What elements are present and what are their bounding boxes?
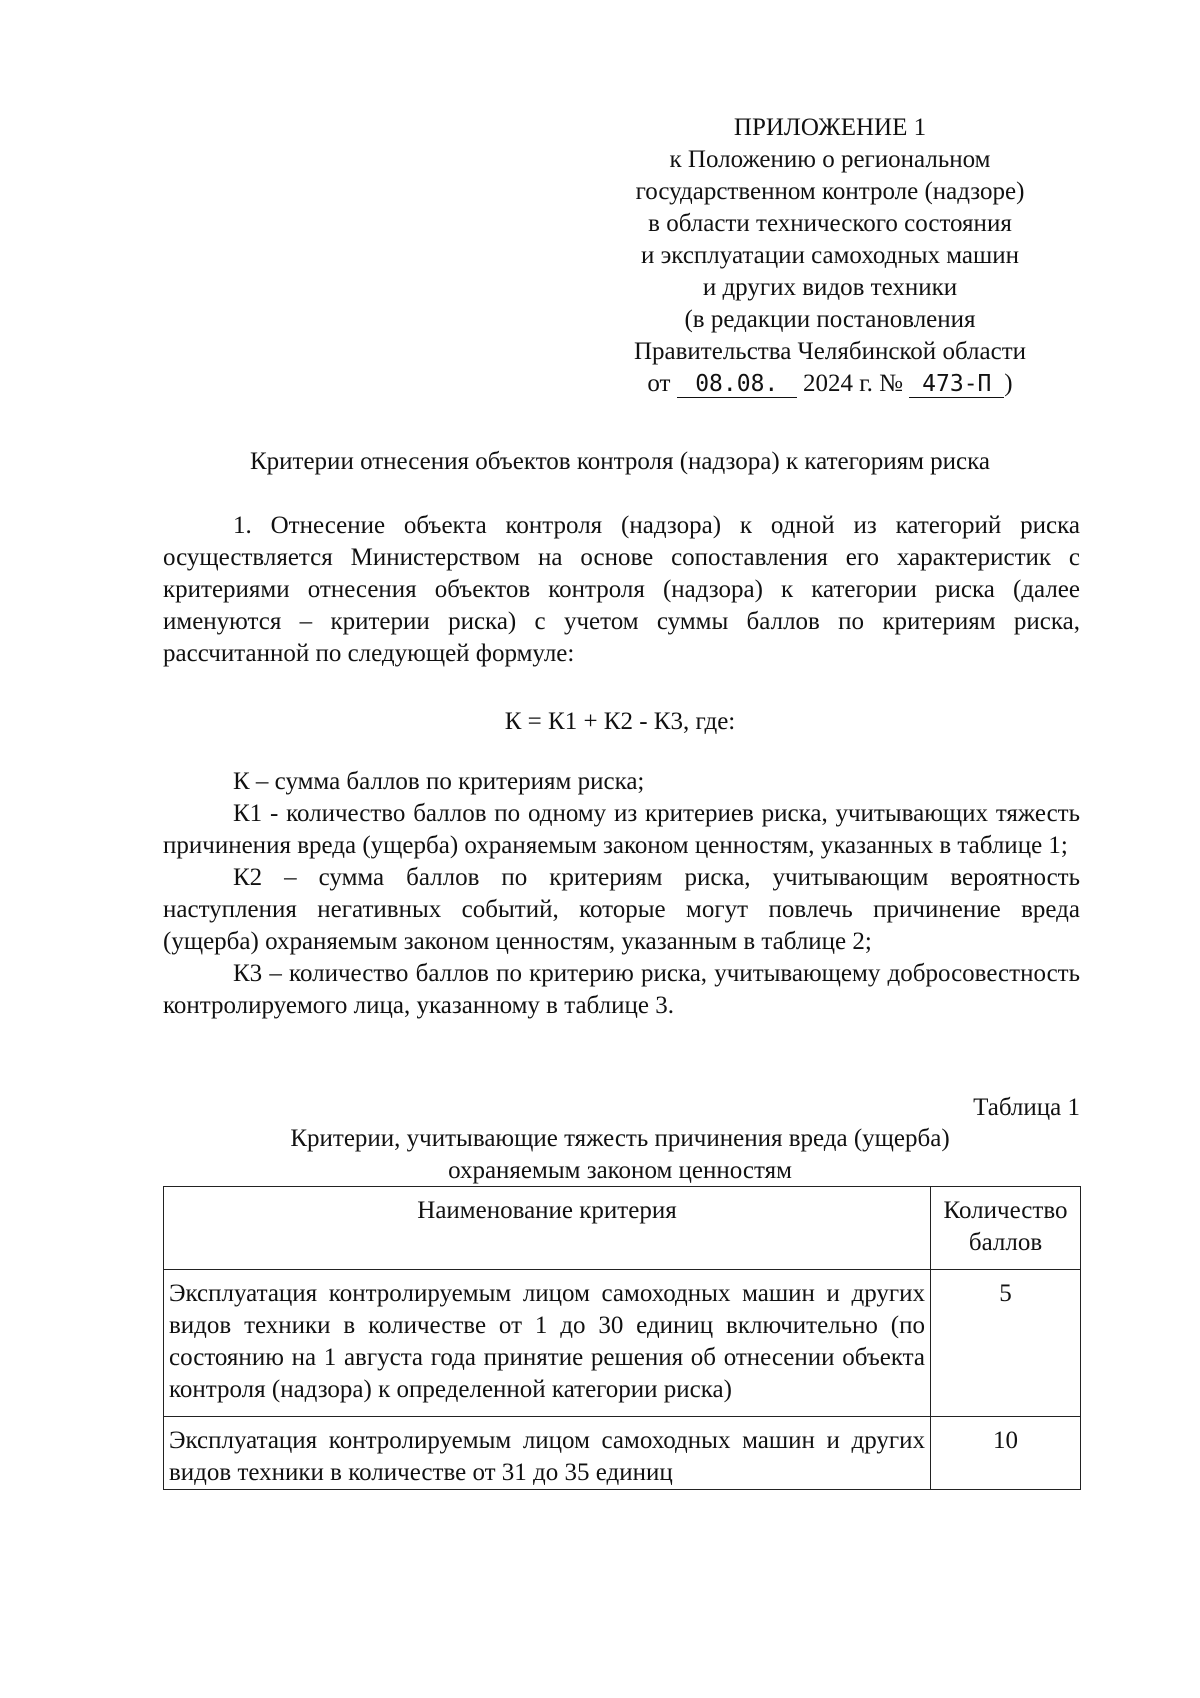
- header-line: Правительства Челябинской области: [633, 338, 1027, 365]
- resolution-date: 08.08.: [677, 371, 797, 398]
- table-header-row: [164, 1187, 1081, 1270]
- risk-formula: К = К1 + К2 - К3, где:: [504, 708, 736, 735]
- header-line: государственном контроле (надзоре): [635, 178, 1025, 205]
- header-line: (в редакции постановления: [684, 306, 976, 333]
- formula-definitions: [163, 766, 1080, 1022]
- table-title-line: Критерии, учитывающие тяжесть причинения вреда (ущерба): [290, 1125, 950, 1152]
- resolution-number: 473-П: [909, 371, 1004, 398]
- table-title-line: охраняемым законом ценностям: [448, 1157, 792, 1184]
- paragraph-1: 1. Отнесение объекта контроля (надзора) к одной из категорий риска осуществляется Министерством на основе сопоставления его характеристик с критериями отнесения объектов контроля (надзора) к категории риска (далее именуются – критерии риска) с учетом суммы баллов по критериям риска, рассчитанной по следующей формуле:: [163, 512, 1080, 667]
- table-row: [164, 1417, 1081, 1490]
- date-prefix: от: [647, 370, 671, 397]
- year-text: 2024 г. №: [802, 370, 904, 397]
- definition-k3: К3 – количество баллов по критерию риска, учитывающему добросовестность контролируемого лица, указанному в таблице 3.: [163, 960, 1080, 1019]
- header-points: Количество баллов: [931, 1187, 1081, 1270]
- document-title: Критерии отнесения объектов контроля (надзора) к категориям риска: [249, 448, 991, 475]
- appendix-header: [580, 112, 1080, 400]
- header-line: в области технического состояния: [648, 210, 1012, 237]
- resolution-date-line: [580, 368, 1080, 400]
- criteria-table: [163, 1186, 1081, 1490]
- header-line: и других видов техники: [702, 274, 958, 301]
- table-title: [160, 1123, 1080, 1187]
- definition-k1: К1 - количество баллов по одному из критериев риска, учитывающих тяжесть причинения вреда (ущерба) охраняемым законом ценностям, указанных в таблице 1;: [163, 800, 1080, 859]
- header-criterion: Наименование критерия: [164, 1187, 931, 1270]
- closing-bracket: ): [1004, 370, 1013, 397]
- header-line: и эксплуатации самоходных машин: [640, 242, 1020, 269]
- header-line: к Положению о региональном: [669, 146, 991, 173]
- appendix-title: ПРИЛОЖЕНИЕ 1: [733, 114, 927, 141]
- definition-k2: К2 – сумма баллов по критериям риска, учитывающим вероятность наступления негативных событий, которые могут повлечь причинение вреда (ущерба) охраняемым законом ценностям, указанным в таблице 2;: [163, 864, 1080, 955]
- table-row: [164, 1270, 1081, 1417]
- definition-k: К – сумма баллов по критериям риска;: [233, 768, 645, 795]
- points-cell: 10: [931, 1417, 1081, 1490]
- criterion-cell: Эксплуатация контролируемым лицом самоходных машин и других видов техники в количестве от 1 до 30 единиц включительно (по состоянию на 1 августа года принятие решения об отнесении объекта контроля (надзора) к определенной категории риска): [164, 1270, 931, 1417]
- points-cell: 5: [931, 1270, 1081, 1417]
- table-label: Таблица 1: [973, 1094, 1080, 1121]
- criterion-cell: Эксплуатация контролируемым лицом самоходных машин и других видов техники в количестве от 31 до 35 единиц: [164, 1417, 931, 1490]
